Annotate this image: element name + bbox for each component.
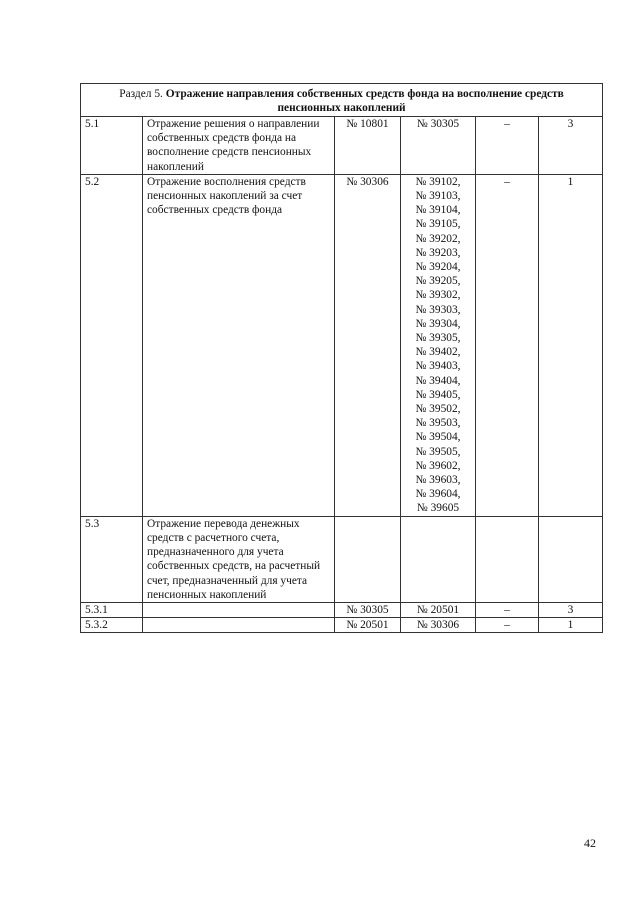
code-cell: 1: [539, 618, 603, 633]
debit-account: № 20501: [335, 618, 401, 633]
empty-cell: [143, 618, 335, 633]
row-description: Отражение решения о направлении собственных средств фонда на восполнение средств пенсионных накоплений: [143, 117, 335, 175]
row-description: Отражение перевода денежных средств с расчетного счета, предназначенного для учета собственных средств, на расчетный счет, предназначенный для учета пенсионных накоплений: [143, 516, 335, 602]
empty-cell: [476, 516, 539, 602]
credit-account-item: № 39204,: [415, 261, 461, 274]
credit-account-item: № 39302,: [415, 289, 461, 302]
table-row: [81, 618, 603, 633]
code-cell: 1: [539, 174, 603, 516]
row-number: 5.3: [81, 516, 143, 602]
credit-account-item: № 39605: [416, 502, 460, 515]
row-description: Отражение восполнения средств пенсионных накоплений за счет собственных средств фонда: [143, 174, 335, 516]
credit-account-item: № 39203,: [415, 246, 461, 259]
credit-account-list: [401, 174, 476, 516]
dash-cell: –: [476, 618, 539, 633]
table-row: [81, 174, 603, 516]
section-heading: [81, 84, 603, 117]
dash-cell: –: [476, 117, 539, 175]
empty-cell: [143, 602, 335, 617]
row-number: 5.2: [81, 174, 143, 516]
code-cell: 3: [539, 117, 603, 175]
document-table: [80, 83, 603, 633]
credit-account-item: № 39403,: [415, 360, 461, 373]
credit-account-item: № 39105,: [415, 218, 461, 231]
row-number: 5.3.1: [81, 602, 143, 617]
credit-account-item: № 39502,: [415, 403, 461, 416]
credit-account-item: № 39604,: [415, 488, 461, 501]
dash-cell: –: [476, 602, 539, 617]
empty-cell: [335, 516, 401, 602]
credit-account-item: № 39404,: [415, 374, 461, 387]
credit-account-item: № 39305,: [415, 332, 461, 345]
debit-account: № 30305: [335, 602, 401, 617]
credit-account-item: № 39504,: [415, 431, 461, 444]
debit-account: № 10801: [335, 117, 401, 175]
row-number: 5.3.2: [81, 618, 143, 633]
credit-account-item: № 39503,: [415, 417, 461, 430]
credit-account-item: № 39303,: [415, 303, 461, 316]
credit-account: № 30305: [401, 117, 476, 175]
credit-account-item: № 39205,: [415, 275, 461, 288]
debit-account: № 30306: [335, 174, 401, 516]
section-header-row: [81, 84, 603, 117]
credit-account-item: № 39102,: [415, 175, 461, 188]
credit-account: № 30306: [401, 618, 476, 633]
credit-account-item: № 39405,: [415, 388, 461, 401]
page-number: 42: [584, 836, 596, 850]
row-number: 5.1: [81, 117, 143, 175]
credit-account-item: № 39602,: [415, 459, 461, 472]
table-row: [81, 602, 603, 617]
credit-account-item: № 39104,: [415, 204, 461, 217]
credit-account-item: № 39103,: [415, 190, 461, 203]
dash-cell: –: [476, 174, 539, 516]
credit-account-item: № 39603,: [415, 474, 461, 487]
table-row: [81, 117, 603, 175]
table-row: [81, 516, 603, 602]
section-title: Отражение направления собственных средств фонда на восполнение средств пенсионных накоплений: [165, 88, 564, 114]
credit-account: № 20501: [401, 602, 476, 617]
section-prefix: Раздел 5.: [119, 88, 163, 100]
credit-account-item: № 39304,: [415, 317, 461, 330]
empty-cell: [539, 516, 603, 602]
code-cell: 3: [539, 602, 603, 617]
credit-account-item: № 39402,: [415, 346, 461, 359]
credit-account-item: № 39505,: [415, 445, 461, 458]
credit-account-item: № 39202,: [415, 232, 461, 245]
empty-cell: [401, 516, 476, 602]
